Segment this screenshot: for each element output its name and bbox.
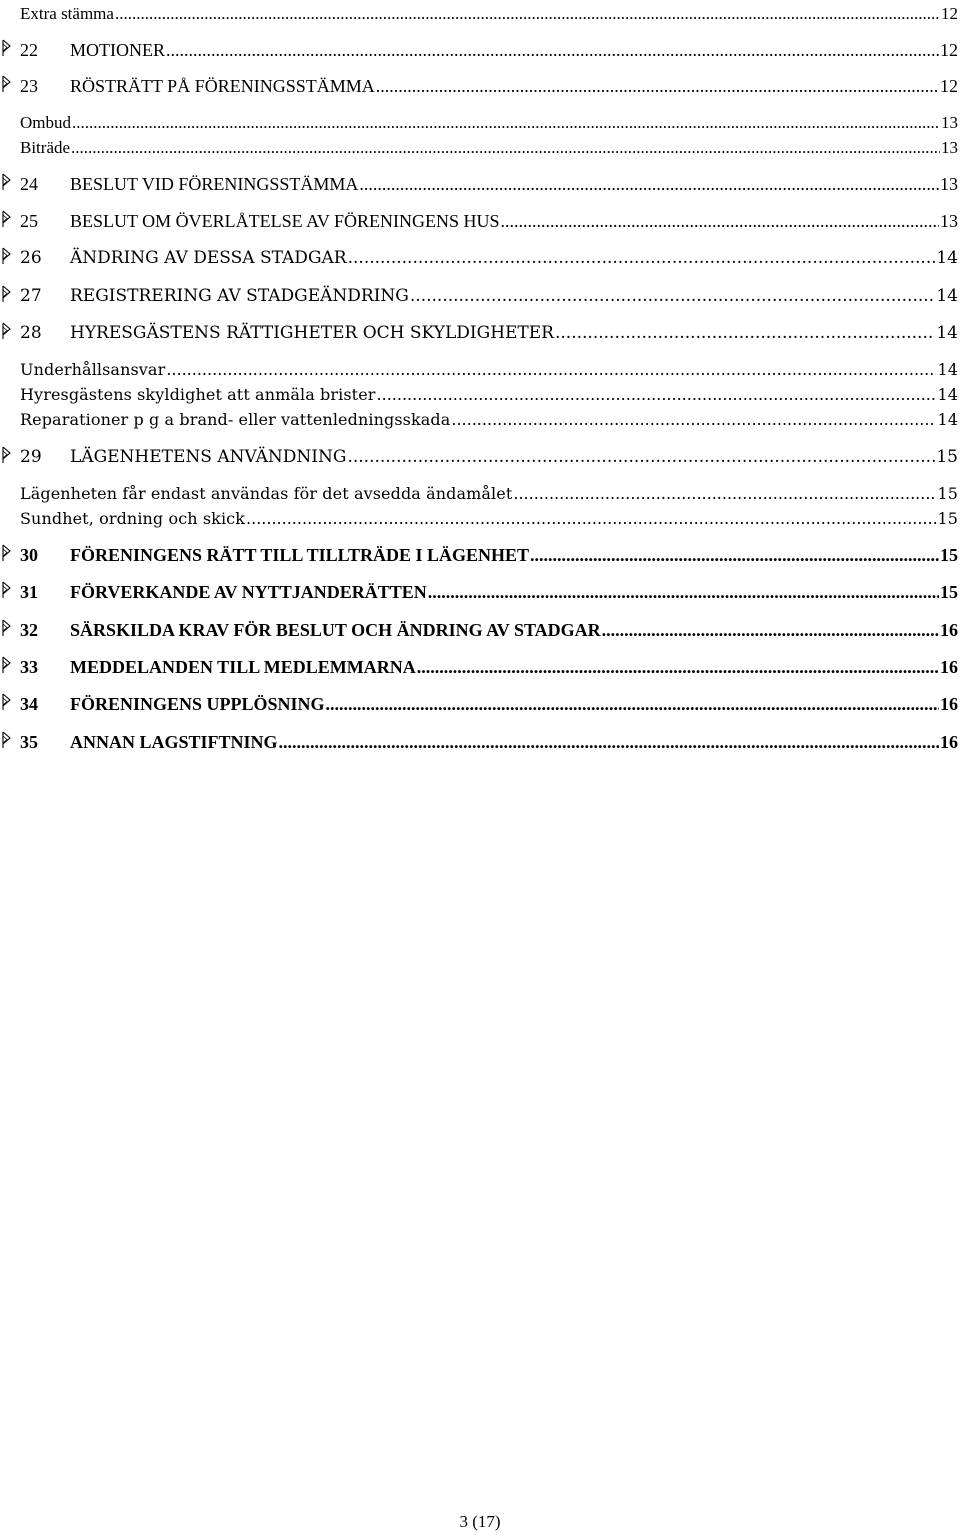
bookmark-arrow-icon <box>2 284 12 304</box>
toc-entry[interactable] <box>20 244 958 268</box>
bookmark-arrow-icon <box>2 321 12 341</box>
toc-page-number: 14 <box>937 410 958 429</box>
toc-subentry-title: Lägenheten får endast användas för det avsedda ändamålet <box>20 484 513 503</box>
dot-leader <box>279 732 939 752</box>
dot-leader <box>602 620 939 640</box>
toc-entry-title: RÖSTRÄTT PÅ FÖRENINGSSTÄMMA <box>70 76 375 96</box>
toc-entry-title: LÄGENHETENS ANVÄNDNING <box>70 447 347 467</box>
toc-entry[interactable] <box>20 728 958 752</box>
toc-page-number: 16 <box>940 620 958 640</box>
toc-page-number: 16 <box>940 694 958 714</box>
toc-entry-number: 29 <box>20 447 42 467</box>
toc-subentry-title: Ombud <box>20 113 71 132</box>
toc-entry-title: SÄRSKILDA KRAV FÖR BESLUT OCH ÄNDRING AV STADGAR <box>70 620 601 640</box>
toc-entry[interactable] <box>20 690 958 714</box>
toc-page-number: 14 <box>937 385 958 404</box>
dot-leader <box>71 138 940 158</box>
toc-page-number: 15 <box>937 484 958 503</box>
toc-entry-title: FÖRENINGENS UPPLÖSNING <box>70 694 325 714</box>
toc-page-number: 12 <box>940 40 958 60</box>
toc-page-number: 15 <box>940 582 958 602</box>
toc-entry-number: 26 <box>20 248 42 268</box>
toc-entry-number: 25 <box>20 211 38 231</box>
toc-subentry-title: Underhållsansvar <box>20 360 166 379</box>
bookmark-arrow-icon <box>2 38 12 58</box>
toc-page-number: 13 <box>941 138 958 157</box>
dot-leader <box>530 545 939 565</box>
toc-entry[interactable] <box>20 578 958 602</box>
toc-subentry[interactable] <box>20 406 958 430</box>
toc-page-number: 14 <box>937 360 958 379</box>
dot-leader <box>513 484 936 504</box>
toc-entry[interactable] <box>20 616 958 640</box>
toc-page-number: 15 <box>937 509 958 528</box>
toc-entry-number: 32 <box>20 620 38 640</box>
toc-page-number: 12 <box>940 76 958 96</box>
dot-leader <box>359 174 939 194</box>
toc-subentry-title: Sundhet, ordning och skick <box>20 509 246 528</box>
dot-leader <box>501 211 939 231</box>
dot-leader <box>72 113 940 133</box>
toc-entry-title: ANNAN LAGSTIFTNING <box>70 732 278 752</box>
toc-entry-title: FÖRVERKANDE AV NYTTJANDERÄTTEN <box>70 582 427 602</box>
dot-leader <box>428 582 939 602</box>
toc-entry[interactable] <box>20 72 958 96</box>
toc-entry[interactable] <box>20 170 958 194</box>
toc-entry-title: ÄNDRING AV DESSA STADGAR <box>70 248 347 268</box>
toc-subentry[interactable] <box>20 0 958 24</box>
toc-entry-title: BESLUT VID FÖRENINGSSTÄMMA <box>70 174 359 194</box>
toc-page-number: 14 <box>936 286 958 306</box>
toc-entry-number: 34 <box>20 694 38 714</box>
toc-page-number: 13 <box>940 174 958 194</box>
toc-entry-title: MOTIONER <box>70 40 165 60</box>
toc-page-number: 16 <box>940 657 958 677</box>
toc-entry[interactable] <box>20 443 958 467</box>
toc-entry-title: REGISTRERING AV STADGEÄNDRING <box>70 286 409 306</box>
toc-subentry-title: Reparationer p g a brand- eller vattenledningsskada <box>20 410 451 429</box>
toc-page-number: 13 <box>941 113 958 132</box>
dot-leader <box>376 76 939 96</box>
toc-subentry[interactable] <box>20 505 958 529</box>
dot-leader <box>417 657 939 677</box>
dot-leader <box>166 360 936 380</box>
dot-leader <box>166 40 939 60</box>
dot-leader <box>377 385 937 405</box>
toc-page-number: 13 <box>940 211 958 231</box>
toc-subentry-title: Hyresgästens skyldighet att anmäla brister <box>20 385 376 404</box>
bookmark-arrow-icon <box>2 172 12 192</box>
bookmark-arrow-icon <box>2 580 12 600</box>
toc-subentry[interactable] <box>20 134 958 158</box>
toc-entry-number: 30 <box>20 545 38 565</box>
dot-leader <box>115 4 940 24</box>
bookmark-arrow-icon <box>2 692 12 712</box>
bookmark-arrow-icon <box>2 445 12 465</box>
toc-entry-number: 23 <box>20 76 38 96</box>
toc-page-number: 16 <box>940 732 958 752</box>
toc-entry-number: 27 <box>20 286 42 306</box>
dot-leader <box>410 286 935 306</box>
toc-page-number: 12 <box>941 4 958 23</box>
toc-page-number: 14 <box>936 248 958 268</box>
toc-entry-title: FÖRENINGENS RÄTT TILL TILLTRÄDE I LÄGENHET <box>70 545 529 565</box>
bookmark-arrow-icon <box>2 209 12 229</box>
toc-subentry-title: Extra stämma <box>20 4 114 23</box>
toc-entry-title: BESLUT OM ÖVERLÅTELSE AV FÖRENINGENS HUS <box>70 211 500 231</box>
toc-entry[interactable] <box>20 282 958 306</box>
bookmark-arrow-icon <box>2 543 12 563</box>
toc-page-number: 15 <box>936 447 958 467</box>
toc-subentry[interactable] <box>20 480 958 504</box>
toc-page-number: 15 <box>940 545 958 565</box>
dot-leader <box>326 694 939 714</box>
toc-entry[interactable] <box>20 207 958 231</box>
toc-entry-number: 22 <box>20 40 38 60</box>
toc-entry-number: 28 <box>20 323 42 343</box>
toc-subentry[interactable] <box>20 381 958 405</box>
bookmark-arrow-icon <box>2 730 12 750</box>
dot-leader <box>451 410 936 430</box>
toc-entry[interactable] <box>20 653 958 677</box>
dot-leader <box>347 447 935 467</box>
toc-entry-title: MEDDELANDEN TILL MEDLEMMARNA <box>70 657 416 677</box>
toc-entry-number: 24 <box>20 174 38 194</box>
dot-leader <box>246 509 936 529</box>
toc-entry[interactable] <box>20 36 958 60</box>
dot-leader <box>348 248 936 268</box>
toc-entry-number: 35 <box>20 732 38 752</box>
toc-entry-title: HYRESGÄSTENS RÄTTIGHETER OCH SKYLDIGHETER <box>70 323 554 343</box>
toc-entry-number: 33 <box>20 657 38 677</box>
page-number: 3 (17) <box>459 1512 501 1531</box>
toc-page-number: 14 <box>936 323 958 343</box>
toc-subentry-title: Biträde <box>20 138 71 157</box>
bookmark-arrow-icon <box>2 655 12 675</box>
bookmark-arrow-icon <box>2 246 12 266</box>
bookmark-arrow-icon <box>2 74 12 94</box>
toc-entry[interactable] <box>20 319 958 343</box>
toc-entry[interactable] <box>20 541 958 565</box>
toc-subentry[interactable] <box>20 109 958 133</box>
bookmark-arrow-icon <box>2 618 12 638</box>
toc-entry-number: 31 <box>20 582 38 602</box>
toc-subentry[interactable] <box>20 356 958 380</box>
dot-leader <box>555 323 935 343</box>
